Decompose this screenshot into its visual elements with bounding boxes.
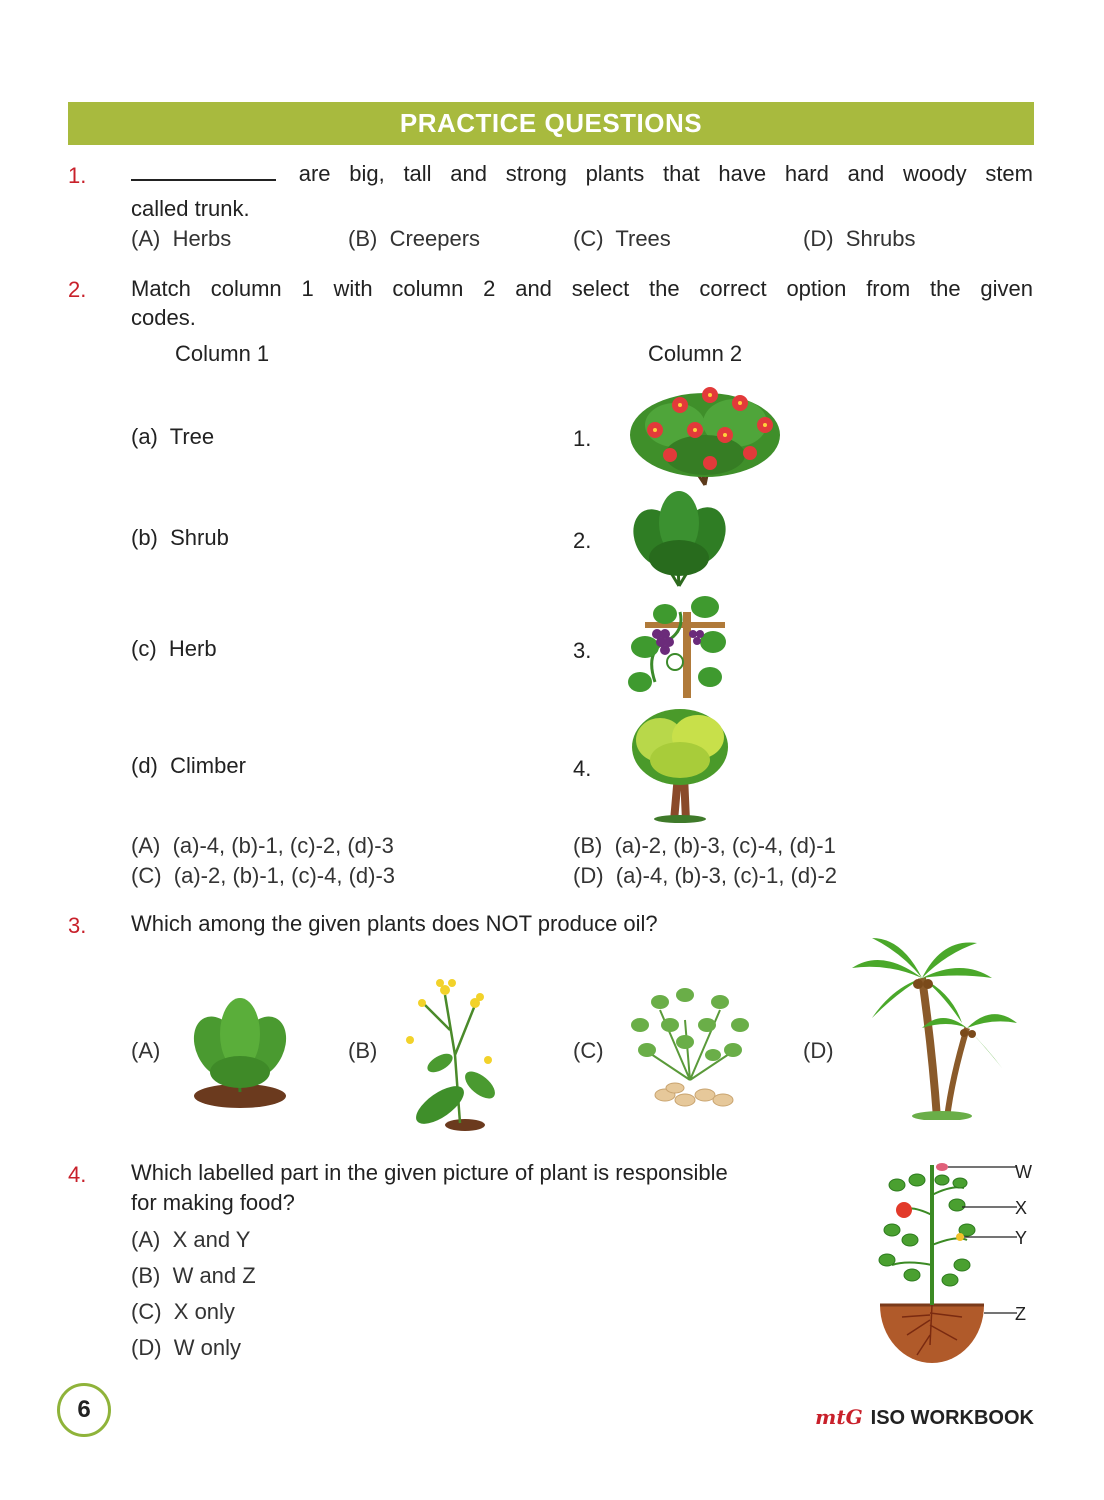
option-b[interactable]: (B) Creepers — [348, 226, 481, 251]
groundnut-plant-image — [625, 980, 755, 1112]
option-a[interactable]: (A) — [131, 1038, 161, 1063]
question-text-line2: called trunk. — [131, 196, 250, 221]
answer-blank — [131, 161, 276, 181]
option-b[interactable]: (B) — [348, 1038, 378, 1063]
column2-header: Column 2 — [648, 341, 743, 366]
column1-item: (c) Herb — [131, 636, 217, 661]
labelled-plant-diagram — [872, 1155, 1072, 1371]
spinach-plant-image — [190, 992, 290, 1110]
grape-climber-image — [625, 592, 729, 700]
question-text: Which labelled part in the given picture of plant is responsible — [131, 1160, 728, 1185]
column1-item: (a) Tree — [131, 424, 215, 449]
option-c[interactable]: (C) Trees — [573, 226, 671, 251]
option-a[interactable]: (A) Herbs — [131, 226, 232, 251]
column1-header: Column 1 — [175, 341, 270, 366]
brand-logo: mtG — [815, 1405, 863, 1429]
diagram-label-y: Y — [1015, 1228, 1028, 1248]
column1-item: (d) Climber — [131, 753, 246, 778]
question-number: 3. — [68, 913, 87, 938]
tree-image — [630, 705, 732, 823]
column1-item: (b) Shrub — [131, 525, 229, 550]
option-c[interactable]: (C) X only — [131, 1299, 235, 1324]
brand-text: ISO WORKBOOK — [870, 1407, 1034, 1429]
option-d[interactable]: (D) — [803, 1038, 834, 1063]
section-header — [68, 102, 1034, 145]
option-d[interactable]: (D) Shrubs — [803, 226, 916, 251]
question-number: 1. — [68, 163, 87, 188]
question-text: Match column 1 with column 2 and select the correct option from the given — [131, 276, 1033, 301]
diagram-label-z: Z — [1015, 1304, 1026, 1324]
option-b[interactable]: (B) (a)-2, (b)-3, (c)-4, (d)-1 — [573, 833, 836, 858]
column2-item: 4. — [573, 756, 592, 781]
column2-item: 1. — [573, 426, 592, 451]
diagram-label-w: W — [1015, 1162, 1032, 1182]
question-text-line2: codes. — [131, 305, 196, 330]
column2-item: 3. — [573, 638, 592, 663]
question-number: 2. — [68, 277, 87, 302]
option-c[interactable]: (C) — [573, 1038, 604, 1063]
page-number-badge — [57, 1383, 111, 1437]
question-text: Which among the given plants does NOT produce oil? — [131, 911, 658, 936]
mustard-plant-image — [400, 975, 496, 1133]
section-title: PRACTICE QUESTIONS — [399, 108, 703, 138]
brand-footer — [815, 1405, 1034, 1430]
question-number: 4. — [68, 1162, 87, 1187]
option-c[interactable]: (C) (a)-2, (b)-1, (c)-4, (d)-3 — [131, 863, 396, 888]
option-d[interactable]: (D) W only — [131, 1335, 242, 1360]
option-d[interactable]: (D) (a)-4, (b)-3, (c)-1, (d)-2 — [573, 863, 838, 888]
option-b[interactable]: (B) W and Z — [131, 1263, 256, 1288]
diagram-label-x: X — [1015, 1198, 1028, 1218]
flowering-shrub-image — [625, 375, 785, 487]
coconut-tree-image — [852, 938, 1018, 1120]
question-text-line2: for making food? — [131, 1190, 295, 1215]
option-a[interactable]: (A) (a)-4, (b)-1, (c)-2, (d)-3 — [131, 833, 394, 858]
spinach-herb-image — [627, 488, 731, 588]
option-a[interactable]: (A) X and Y — [131, 1227, 251, 1252]
question-text: are big, tall and strong plants that have hard and woody stem — [131, 161, 1033, 187]
page-number: 6 — [77, 1396, 91, 1423]
column2-item: 2. — [573, 528, 592, 553]
